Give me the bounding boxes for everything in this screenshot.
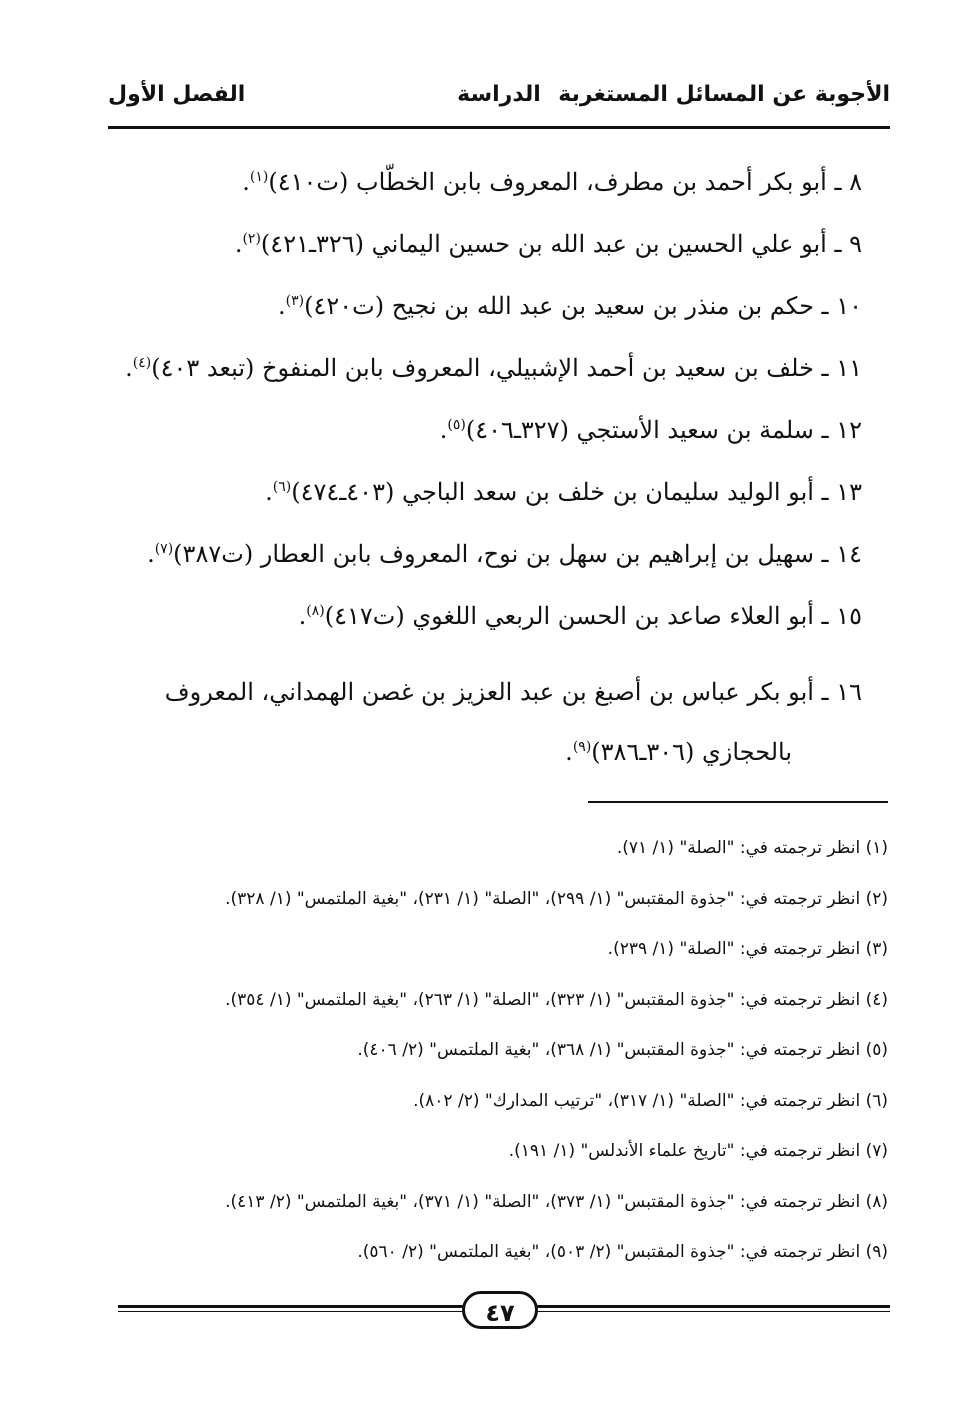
footnote: (٢) انظر ترجمته في: "جذوة المقتبس" (١/ ٢٩٩)، "الصلة" (١/ ٢٣١)، "بغية الملتمس" (١/ ٣٢٨). (225, 888, 888, 909)
footnote: (٨) انظر ترجمته في: "جذوة المقتبس" (١/ ٣٧٣)، "الصلة" (١/ ٣٧١)، "بغية الملتمس" (٢/ ٤١٣). (225, 1191, 888, 1212)
entry-end: . (439, 416, 448, 444)
footnote: (١) انظر ترجمته في: "الصلة" (١/ ٧١). (616, 838, 888, 858)
list-item (102, 538, 862, 600)
footnote: (٧) انظر ترجمته في: "تاريخ علماء الأندلس" (١/ ١٩١). (508, 1141, 888, 1161)
list-item (102, 476, 862, 538)
entry-end: . (242, 168, 250, 196)
header-divider (108, 126, 890, 129)
chapter-title: الفصل الأول (108, 82, 246, 107)
list-item (102, 600, 862, 662)
entry-text: ١٥ ـ أبو العلاء صاعد بن الحسن الربعي اللغوي (ت٤١٧) (324, 602, 862, 630)
footnote: (٦) انظر ترجمته في: "الصلة" (١/ ٣١٧)، "ترتيب المدارك" (٢/ ٨٠٢). (413, 1090, 888, 1111)
footnote-ref[interactable]: (٩) (572, 739, 592, 755)
list-item (102, 352, 862, 414)
footnote: (٩) انظر ترجمته في: "جذوة المقتبس" (٢/ ٥٠٣)، "بغية الملتمس" (٢/ ٥٦٠). (357, 1242, 888, 1262)
footnote-ref[interactable]: (٦) (272, 479, 292, 495)
entry-end: . (277, 292, 286, 320)
footnote-ref[interactable]: (٨) (306, 603, 325, 619)
footnote-separator (588, 801, 888, 803)
scholar-list (102, 166, 862, 782)
entry-text: ١٤ ـ سهيل بن إبراهيم بن سهل بن نوح، المعروف بابن العطار (ت٣٨٧) (173, 540, 862, 568)
footnote-ref[interactable]: (١) (249, 169, 269, 185)
entry-text: ٨ ـ أبو بكر أحمد بن مطرف، المعروف بابن الخطّاب (ت٤١٠) (268, 168, 862, 196)
entry-end: . (125, 354, 133, 382)
entry-text: ١٣ ـ أبو الوليد سليمان بن خلف بن سعد الباجي (٤٠٣ـ٤٧٤) (291, 478, 862, 506)
footnote-ref[interactable]: (٥) (447, 417, 466, 433)
entry-text: ١٠ ـ حكم بن منذر بن سعيد بن عبد الله بن نجيح (ت٤٢٠) (304, 292, 862, 320)
section-title: الدراسة (457, 82, 541, 107)
footnote: (٣) انظر ترجمته في: "الصلة" (١/ ٢٣٩). (607, 939, 888, 959)
entry-text: ١٦ ـ أبو بكر عباس بن أصبغ بن عبد العزيز بن غصن الهمداني، المعروف (164, 678, 862, 706)
list-item (102, 290, 862, 352)
footnote-ref[interactable]: (٢) (242, 231, 261, 247)
running-header (108, 82, 890, 122)
list-item (102, 228, 862, 290)
page-number: ٤٧ (462, 1291, 538, 1329)
entry-text-line2: بالحجازي (٣٠٦ـ٣٨٦) (591, 738, 792, 766)
entry-text: ٩ ـ أبو علي الحسين بن عبد الله بن حسين اليماني (٣٢٦ـ٤٢١) (260, 230, 862, 258)
footnote-ref[interactable]: (٣) (285, 293, 305, 309)
footnote: (٤) انظر ترجمته في: "جذوة المقتبس" (١/ ٣٢٣)، "الصلة" (١/ ٢٦٣)، "بغية الملتمس" (١/ ٣٥٤). (225, 989, 888, 1010)
footnote-ref[interactable]: (٤) (132, 355, 152, 371)
entry-end: . (298, 602, 307, 630)
entry-end: . (565, 738, 573, 766)
entry-text: ١٢ ـ سلمة بن سعيد الأستجي (٣٢٧ـ٤٠٦) (465, 416, 862, 444)
footnote-ref[interactable]: (٧) (154, 541, 174, 557)
entry-end: . (265, 478, 273, 506)
list-item (102, 166, 862, 228)
list-item (102, 662, 862, 782)
footnotes-list (108, 836, 888, 1291)
entry-text: ١١ ـ خلف بن سعيد بن أحمد الإشبيلي، المعروف بابن المنفوخ (تبعد ٤٠٣) (151, 354, 862, 382)
entry-continuation (102, 722, 862, 782)
book-title: الأجوبة عن المسائل المستغربة (558, 82, 890, 107)
footnote: (٥) انظر ترجمته في: "جذوة المقتبس" (١/ ٣٦٨)، "بغية الملتمس" (٢/ ٤٠٦). (357, 1040, 888, 1060)
entry-end: . (234, 230, 243, 258)
entry-end: . (147, 540, 155, 568)
list-item (102, 414, 862, 476)
